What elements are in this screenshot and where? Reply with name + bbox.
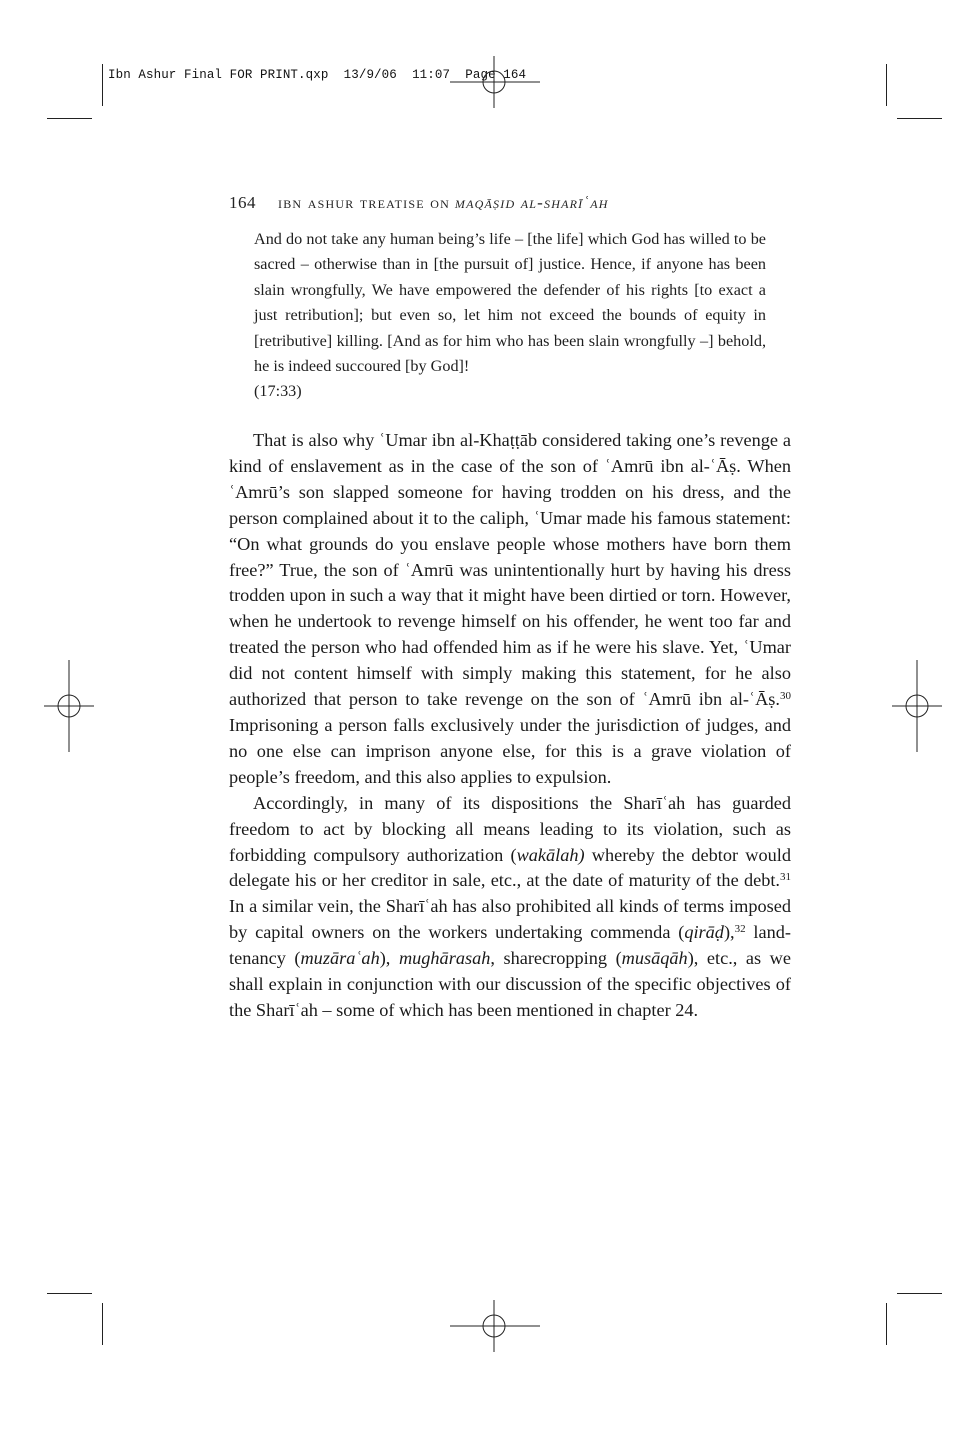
- slug-date: 13/9/06: [343, 68, 397, 82]
- registration-mark-bottom-icon: [450, 1300, 540, 1352]
- registration-mark-right-icon: [892, 660, 942, 752]
- body-text: [229, 428, 791, 1024]
- running-head-title-italic: maqāṣid al-sharīʿah: [454, 193, 609, 212]
- crop-mark-bottom-right-vertical: [886, 1303, 887, 1345]
- arabic-term: qirāḍ: [684, 922, 724, 943]
- crop-mark-top-left-horizontal: [47, 118, 92, 119]
- crop-mark-bottom-left-vertical: [102, 1303, 103, 1345]
- arabic-term: muzāraʿah: [300, 948, 380, 969]
- paragraph-text: , sharecropping (: [490, 948, 622, 969]
- running-head: [229, 193, 809, 213]
- crop-mark-top-right-vertical: [886, 64, 887, 106]
- page-number: 164: [229, 193, 256, 212]
- crop-mark-top-right-horizontal: [897, 118, 942, 119]
- paragraph-text: ),: [379, 948, 399, 969]
- slug-time: 11:07: [412, 68, 451, 82]
- arabic-term: musāqāh: [621, 948, 688, 969]
- paragraph-text: Imprisoning a person falls exclusively under the jurisdiction of judges, and no one else can imprison anyone else, for this is a grave violation of people’s freedom, and this also applies to expulsion.: [229, 714, 791, 787]
- registration-mark-left-icon: [44, 660, 94, 752]
- paragraph-text: land-tenancy (: [229, 922, 791, 969]
- arabic-term: mughārasah: [398, 948, 491, 969]
- paragraph: [229, 428, 791, 791]
- paragraph-text: ), etc., as we shall explain in conjunction with our discussion of the specific objectives of the Sharīʿah – some of which has been mentioned in chapter 24.: [229, 948, 791, 1020]
- footnote-marker: 32: [734, 923, 746, 936]
- paragraph-text: ),: [723, 922, 735, 943]
- slug-filename: Ibn Ashur Final FOR PRINT.qxp: [108, 68, 329, 82]
- paragraph-text: whereby the debtor would delegate his or her creditor in sale, etc., at the date of maturity of the debt.: [229, 844, 791, 891]
- quran-block-quote: [254, 227, 766, 405]
- quote-text: And do not take any human being’s life – [the life] which God has willed to be sacred – otherwise than in [the pursuit of] justice. Hence, if anyone has been slain wrongfully, We have empowered the defender of his rights [to exact a just retribution]; but even so, let him not exceed the bounds of equity in [retributive] killing. [And as for him who has been slain wrongfully –] behold, he is indeed succoured [by God]!: [254, 230, 766, 376]
- registration-mark-top-icon: [450, 56, 540, 108]
- footnote-marker: 31: [780, 871, 791, 884]
- arabic-term: wakālah): [516, 844, 585, 865]
- footnote-marker: 30: [780, 690, 791, 703]
- paragraph-text: That is also why ʿUmar ibn al-Khaṭṭāb considered taking one’s revenge a kind of enslavement as in the case of the son of ʿAmrū ibn al-ʿĀṣ. When ʿAmrū’s son slapped someone for having trodden on his dress, and the person complained about it to the caliph, ʿUmar made his famous statement: “On what grounds do you enslave people whose mothers have born them free?” True, the son of ʿAmrū was unintentionally hurt by having his dress trodden upon in such a way that it might have been dirtied or torn. However, when he undertook to revenge himself on his offender, he went too far and treated the person who had offended him as if he were his slave. Yet, ʿUmar did not content himself with simply making this statement, for he also authorized that person to take revenge on the son of ʿAmrū ibn al-ʿĀṣ.: [229, 430, 791, 710]
- slug-page-label: Page 164: [465, 68, 527, 82]
- paragraph: [229, 791, 791, 1024]
- running-head-title: ibn ashur treatise on: [278, 193, 450, 212]
- crop-mark-bottom-right-horizontal: [897, 1293, 942, 1294]
- crop-mark-top-left-vertical: [102, 64, 103, 106]
- paragraph-text: In a similar vein, the Sharīʿah has also prohibited all kinds of terms imposed by capital owners on the workers undertaking commenda (: [229, 896, 791, 943]
- quote-reference: (17:33): [254, 382, 302, 401]
- paragraph-text: Accordingly, in many of its dispositions the Sharīʿah has guarded freedom to act by blocking all means leading to its violation, such as forbidding compulsory authorization (: [229, 792, 791, 865]
- crop-mark-bottom-left-horizontal: [47, 1293, 92, 1294]
